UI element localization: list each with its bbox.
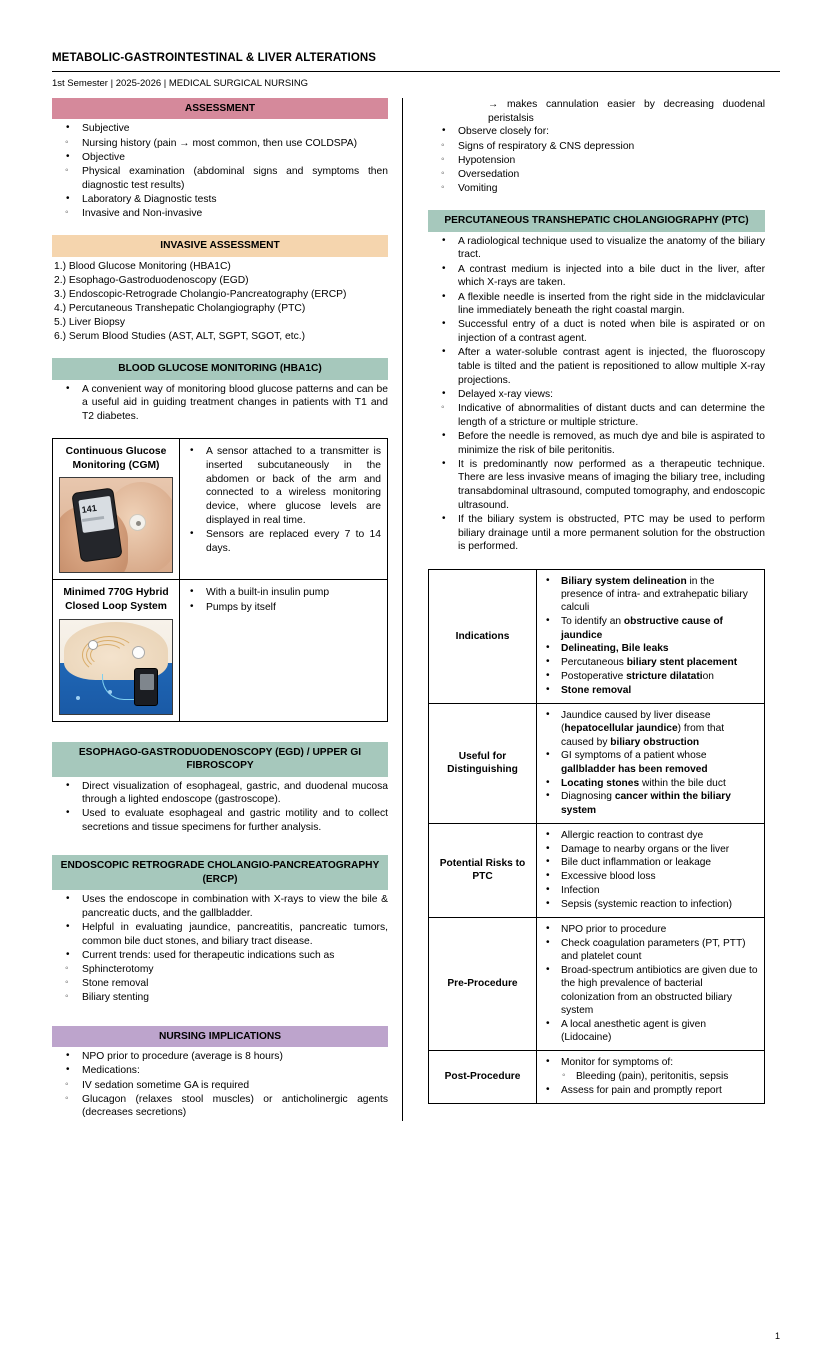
list-item: • Check coagulation parameters (PT, PTT) and platelet count — [542, 937, 759, 964]
list-item: • NPO prior to procedure (average is 8 hours) — [52, 1050, 388, 1064]
list-item: • Delayed x-ray views: — [428, 388, 765, 402]
list-item: • Biliary system delineation in the presence of intra- and extrahepatic biliary calculi — [542, 575, 759, 615]
list-item: • Before the needle is removed, as much dye and bile is aspirated to minimize the risk of bile peritonitis. — [428, 430, 765, 457]
sub-list-item: ◦ Invasive and Non-invasive — [52, 207, 388, 221]
sub-list-item: ◦ Indicative of abnormalities of distant ducts and can determine the length of a stricture or multiple stricture. — [428, 402, 765, 429]
infusion-site-icon — [132, 646, 145, 659]
sub-list-item: ◦ Sphincterotomy — [52, 963, 388, 977]
list-item: • A radiological technique used to visualize the anatomy of the biliary tract. — [428, 235, 765, 262]
list-item: • It is predominantly now performed as a therapeutic technique. There are less invasive means of imaging the biliary tree, including transabdominal ultrasound, computed tomography, and endoscopic ultrasound. — [428, 458, 765, 513]
cgm-table — [52, 438, 388, 721]
jeans-button — [108, 690, 112, 694]
spacer — [52, 424, 388, 438]
list-item: • Objective — [52, 151, 388, 165]
list-item: • Medications: — [52, 1064, 388, 1078]
list-item: • Current trends: used for therapeutic indications such as — [52, 949, 388, 963]
assessment-list — [52, 122, 388, 220]
two-column-body — [52, 98, 780, 1121]
list-item: • Percutaneous biliary stent placement — [542, 656, 759, 669]
title-divider — [52, 71, 780, 72]
list-item: ◦ Bleeding (pain), peritonitis, sepsis — [542, 1070, 759, 1083]
spacer — [52, 344, 388, 358]
list-item: • A local anesthetic agent is given (Lidocaine) — [542, 1018, 759, 1045]
tubing-shape — [102, 674, 136, 700]
list-item: • Observe closely for: — [428, 125, 765, 139]
sub-list-item: ◦ Signs of respiratory & CNS depression — [428, 140, 765, 154]
invasive-assessment-banner: INVASIVE ASSESSMENT — [52, 235, 388, 256]
sub-list-item: ◦ Vomiting — [428, 182, 765, 196]
ptc-row-content — [537, 1051, 765, 1104]
cgm-device-photo — [59, 477, 173, 573]
ptc-row-content — [537, 917, 765, 1050]
nursing-implications-list — [52, 1050, 388, 1120]
list-item: • Jaundice caused by liver disease (hepatocellular jaundice) from that caused by biliary obstruction — [542, 709, 759, 749]
list-item: 4.) Percutaneous Transhepatic Cholangiography (PTC) — [54, 303, 306, 314]
blood-glucose-monitoring-banner: BLOOD GLUCOSE MONITORING (HBA1C) — [52, 358, 388, 379]
cgm-label-cell — [53, 439, 180, 580]
ptc-bullet-list — [542, 575, 759, 698]
table-row — [429, 569, 765, 703]
jeans-button — [76, 696, 80, 700]
right-column — [415, 98, 765, 1121]
minimed-bullet-list — [186, 586, 381, 614]
ptc-bullet-list — [542, 1056, 759, 1097]
spacer — [52, 1006, 388, 1026]
ptc-row-label: Indications — [429, 569, 537, 703]
list-item: • Monitor for symptoms of: — [542, 1056, 759, 1069]
list-item: 6.) Serum Blood Studies (AST, ALT, SGPT, SGOT, etc.) — [54, 331, 306, 343]
ercp-list — [52, 893, 388, 1005]
list-item: • GI symptoms of a patient whose gallbladder has been removed — [542, 749, 759, 776]
list-item: • Delineating, Bile leaks — [542, 642, 759, 655]
list-item: • To identify an obstructive cause of jaundice — [542, 615, 759, 642]
list-item: • NPO prior to procedure — [542, 923, 759, 936]
meter-reading: 141 — [81, 503, 98, 516]
list-item: • Excessive blood loss — [542, 870, 759, 883]
list-item: • If the biliary system is obstructed, PTC may be used to perform biliary drainage until a more permanent solution for the obstruction is performed. — [428, 513, 765, 554]
list-item: • Sepsis (systemic reaction to infection) — [542, 898, 759, 911]
list-item: • Used to evaluate esophageal and gastric motility and to collect secretions and tissue specimens for further analysis. — [52, 807, 388, 834]
ptc-row-content — [537, 703, 765, 823]
ptc-row-label: Pre-Procedure — [429, 917, 537, 1050]
list-item: • Bile duct inflammation or leakage — [542, 856, 759, 869]
list-item: • Diagnosing cancer within the biliary system — [542, 790, 759, 817]
sensor-icon — [88, 640, 98, 650]
sub-list-item: ◦ Stone removal — [52, 977, 388, 991]
list-item: • Postoperative stricture dilatation — [542, 670, 759, 683]
list-item: • Damage to nearby organs or the liver — [542, 843, 759, 856]
table-row — [429, 823, 765, 917]
sub-list-item: ◦ IV sedation sometime GA is required — [52, 1079, 388, 1093]
nursing-implications-banner: NURSING IMPLICATIONS — [52, 1026, 388, 1047]
cgm-description-cell — [180, 439, 388, 580]
insulin-pump-shape — [134, 668, 158, 706]
sub-list-item: ◦ Oversedation — [428, 168, 765, 182]
ptc-banner: PERCUTANEOUS TRANSHEPATIC CHOLANGIOGRAPHY (PTC) — [428, 210, 765, 231]
list-item: 1.) Blood Glucose Monitoring (HBA1C) — [54, 260, 231, 272]
minimed-label-cell — [53, 580, 180, 721]
minimed-pump-photo — [59, 619, 173, 715]
page-title: METABOLIC-GASTROINTESTINAL & LIVER ALTERATIONS — [52, 52, 377, 64]
egd-bullets — [52, 780, 388, 835]
cgm-bullet-list — [186, 445, 381, 556]
ercp-banner: ENDOSCOPIC RETROGRADE CHOLANGIO-PANCREATOGRAPHY (ERCP) — [52, 855, 388, 890]
ptc-row-content — [537, 569, 765, 703]
spacer — [52, 221, 388, 235]
sub-list-item: ◦ Glucagon (relaxes stool muscles) or anticholinergic agents (decreases secretions) — [52, 1093, 388, 1120]
list-item: • Sensors are replaced every 7 to 14 days. — [186, 528, 381, 555]
list-item: • Pumps by itself — [186, 601, 381, 615]
list-item: • Allergic reaction to contrast dye — [542, 829, 759, 842]
continued-arrow-note: → makes cannulation easier by decreasing duodenal peristalsis — [488, 99, 765, 124]
page-subtitle: 1st Semester | 2025-2026 | MEDICAL SURGICAL NURSING — [52, 78, 309, 89]
column-divider — [402, 98, 403, 1121]
list-item: • Laboratory & Diagnostic tests — [52, 193, 388, 207]
sub-list-item: ◦ Physical examination (abdominal signs and symptoms then diagnostic test results) — [52, 165, 388, 192]
list-item: • Infection — [542, 884, 759, 897]
list-item: 3.) Endoscopic-Retrograde Cholangio-Pancreatography (ERCP) — [54, 288, 347, 300]
list-item: • A contrast medium is injected into a bile duct in the liver, after which X-rays are taken. — [428, 263, 765, 290]
observe-closely-list — [428, 125, 765, 195]
list-item: • Broad-spectrum antibiotics are given due to the high prevalence of bacterial colonization from an obstructed biliary system — [542, 964, 759, 1017]
spacer — [52, 835, 388, 855]
ptc-row-content — [537, 823, 765, 917]
list-item: • Stone removal — [542, 684, 759, 697]
bgm-bullets — [52, 383, 388, 424]
list-item: • Uses the endoscope in combination with X-rays to view the bile & pancreatic ducts, and the gallbladder. — [52, 893, 388, 920]
ptc-row-label: Useful for Distinguishing — [429, 703, 537, 823]
list-item: • Helpful in evaluating jaundice, pancreatitis, pancreatic tumors, common bile duct stones, and biliary tract disease. — [52, 921, 388, 948]
table-row — [53, 439, 388, 580]
minimed-label: Minimed 770G Hybrid Closed Loop System — [63, 587, 169, 613]
list-item: • After a water-soluble contrast agent is injected, the fluoroscopy table is tilted and the patient is repositioned to allow multiple X-ray projections. — [428, 346, 765, 387]
list-item: • A sensor attached to a transmitter is inserted subcutaneously in the abdomen or back of the arm and connected to a wireless monitoring device, where glucose levels are displayed in real time. — [186, 445, 381, 527]
list-item: 2.) Esophago-Gastroduodenoscopy (EGD) — [54, 274, 249, 286]
spacer — [428, 555, 765, 569]
egd-banner: ESOPHAGO-GASTRODUODENOSCOPY (EGD) / UPPER GI FIBROSCOPY — [52, 742, 388, 777]
ptc-row-label: Post-Procedure — [429, 1051, 537, 1104]
list-item: • A flexible needle is inserted from the right side in the midclavicular line immediately beneath the right coastal margin. — [428, 291, 765, 318]
ptc-list — [428, 235, 765, 554]
sub-list-item: ◦ Hypotension — [428, 154, 765, 168]
list-item: 5.) Liver Biopsy — [54, 317, 125, 329]
list-item: • Successful entry of a duct is noted when bile is aspirated or on injection of a contrast agent. — [428, 318, 765, 345]
ptc-bullet-list — [542, 709, 759, 817]
table-row — [53, 580, 388, 721]
spacer — [52, 722, 388, 742]
list-item: • Direct visualization of esophageal, gastric, and duodenal mucosa through a lighted endoscope (gastroscope). — [52, 780, 388, 807]
sub-list-item: ◦ Biliary stenting — [52, 991, 388, 1005]
ptc-bullet-list — [542, 829, 759, 912]
list-item: • With a built-in insulin pump — [186, 586, 381, 600]
minimed-description-cell — [180, 580, 388, 721]
page-number: 1 — [774, 1331, 780, 1341]
list-item: • Subjective — [52, 122, 388, 136]
assessment-banner: ASSESSMENT — [52, 98, 388, 119]
table-row — [429, 1051, 765, 1104]
sub-list-item: ◦ Nursing history (pain → most common, then use COLDSPA) — [52, 137, 388, 151]
list-item: • Locating stones within the bile duct — [542, 777, 759, 790]
ptc-row-label: Potential Risks to PTC — [429, 823, 537, 917]
left-column — [52, 98, 402, 1121]
list-item: • Assess for pain and promptly report — [542, 1084, 759, 1097]
list-item: • A convenient way of monitoring blood glucose patterns and can be a useful aid in guiding treatment changes in patients with T1 and T2 diabetes. — [52, 383, 388, 424]
table-row — [429, 917, 765, 1050]
spacer — [428, 196, 765, 210]
invasive-assessment-list — [52, 260, 388, 345]
cgm-label: Continuous Glucose Monitoring (CGM) — [65, 446, 167, 471]
ptc-details-table — [428, 569, 765, 1104]
table-row — [429, 703, 765, 823]
ptc-bullet-list — [542, 923, 759, 1045]
